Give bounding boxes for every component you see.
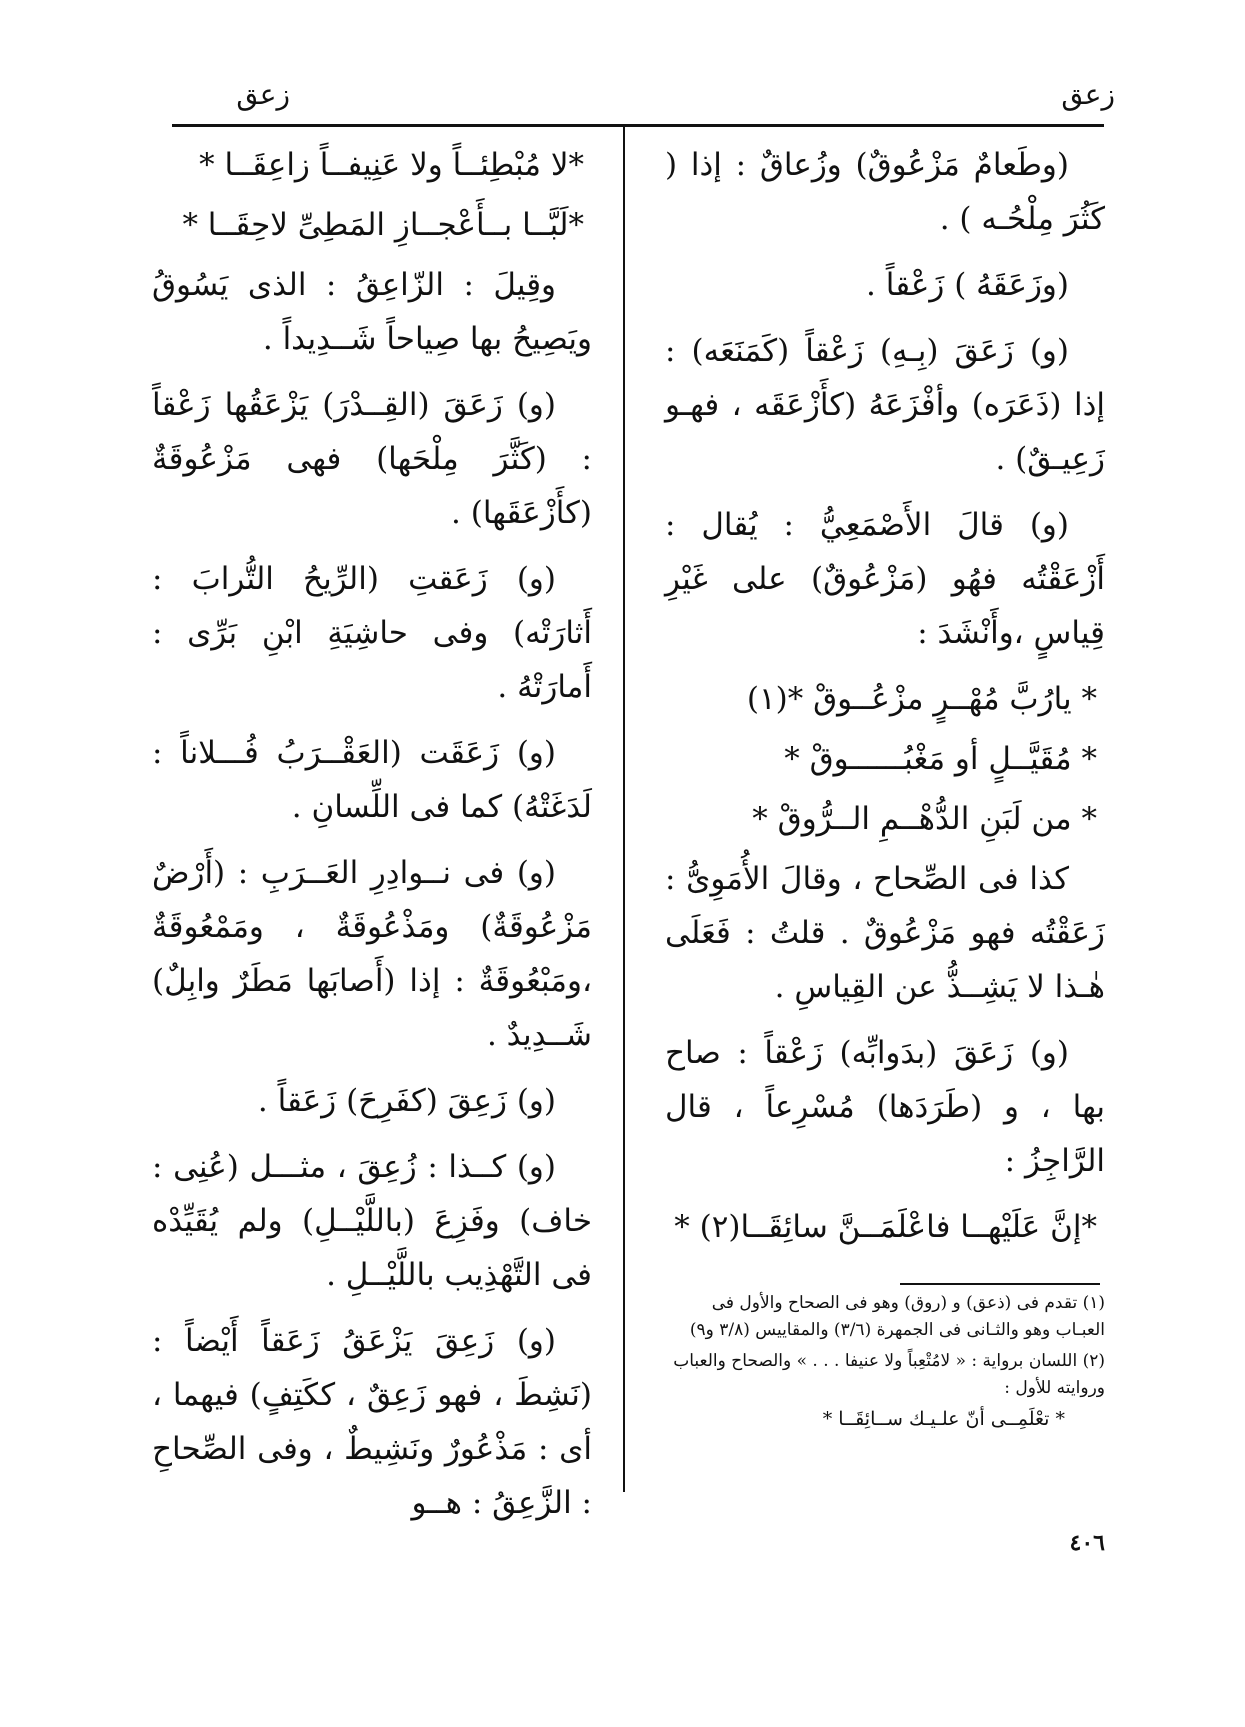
entry-paragraph: (و) كــذا : زُعِقَ ، مثـــل (عُنِى : خاف) وفَزِعَ (باللَّيْــلِ) ولم يُقَيِّدْه فى التَّهْذِيب باللَّيْــلِ . [152,1149,592,1293]
column-divider [623,127,625,1492]
running-head-left: زعق [236,78,290,111]
entry-paragraph: (وطَعامٌ مَزْعُوقٌ) وزُعاقٌ : إذا ( كَثُرَ مِلْحُـه ) . [665,147,1105,237]
header-rule [172,124,1104,127]
verse-line: * من لَبَنِ الدُّهْــمِ الــرُّوقْ * [752,801,1097,837]
entry-paragraph: كذا فى الصِّحاح ، وقالَ الأُمَوِىُّ : زَعَقْتُه فهو مَزْعُوقٌ . قلتُ : فَعَلَى هٰـذا لا يَشِــذُّ عن القِياسِ . [665,861,1105,1005]
entry-paragraph: (وزَعَقَهُ ) زَعْقاً . [866,267,1069,303]
left-column [152,138,592,1542]
entry-paragraph: (و) فى نــوادِرِ العَــرَبِ : (أَرْضٌ مَزْعُوقَةٌ) ومَذْعُوقَةٌ ، ومَمْعُوقَةٌ ،ومَبْعُوقَةٌ : إذا (أَصابَها مَطَرٌ وابِلٌ) شَــدِيدٌ . [152,855,592,1053]
verse-line: * تعْلَمِــى أنّ علـيـك ســائِقَــا * [822,1408,1065,1430]
entry-paragraph: (و) زَعَقَ (بِـهِ) زَعْقاً (كَمَنَعَه) : إذا (ذَعَرَه) وأفْزَعَهُ (كأَزْعَقَه ، فهـو زَعِيـقٌ) . [665,333,1105,477]
verse-line: *إنَّ عَلَيْهــا فاعْلَمَــنَّ سائِقَــا(٢) * [674,1209,1097,1245]
running-head-right: زعق [1061,78,1115,111]
verse-line: * يارُبَّ مُهْــرٍ مزْعُــوقْ *(١) [746,681,1097,717]
footnote: (٢) اللسان برواية : « لامُتْعِباً ولا عنيفا . . . » والصحاح والعباب وروايته للأول : [673,1351,1105,1398]
entry-paragraph: (و) زَعَقتِ (الرِّيحُ التُّرابَ : أَثارَتْه) وفى حاشِيَةِ ابْنِ بَرِّى : أَمارَتْهُ . [152,561,592,705]
verse-line: *لا مُبْطِئــاً ولا عَنِيفــاً زاعِقَــا * [199,147,584,183]
page-number: ٤٠٦ [1069,1530,1105,1556]
footnote-rule [900,1283,1100,1285]
footnote: (١) تقدم فى (ذعق) و (روق) وهو فى الصحاح والأول فى العبـاب وهو والثـانى فى الجمهرة (٣/٦) والمقاييس (٣/٨ و٩) [689,1293,1105,1340]
entry-paragraph: (و) زَعَقَ (القِــدْرَ) يَزْعَقُها زَعْقاً : (كَثَّرَ مِلْحَها) فهى مَزْعُوقَةٌ (كأَزْعَقَها) . [152,387,592,531]
verse-line: *لَبَّــا بــأَعْجــازِ المَطِىِّ لاحِقَــا * [182,207,584,243]
entry-paragraph: (و) زَعَقَ (بدَوابِّه) زَعْقاً : صاح بها ، و (طَرَدَها) مُسْرِعاً ، قال الرَّاجِزُ : [665,1035,1105,1179]
entry-paragraph: وقِيلَ : الزّاعِقُ : الذى يَسُوقُ ويَصِيحُ بها صِياحاً شَــدِيداً . [152,267,592,357]
entry-paragraph: (و) زَعَقَت (العَقْــرَبُ فُـــلاناً : لَدَغَتْهُ) كما فى اللِّسانِ . [152,735,592,825]
entry-paragraph: (و) زَعِقَ (كفَرِحَ) زَعَقاً . [257,1083,556,1119]
entry-paragraph: (و) قالَ الأَصْمَعِيُّ : يُقال : أَزْعَقْتُه فهُو (مَزْعُوقٌ) على غَيْرِ قِياسٍ ،وأَنْشَدَ : [665,507,1105,651]
entry-paragraph: (و) زَعِقَ يَزْعَقُ زَعَقاً أَيْضاً :(نَشِطَ ، فهو زَعِقٌ ، ككَتِفٍ) فيهما ، أى : مَذْعُورٌ ونَشِيطٌ ، وفى الصِّحاحِ : الزَّعِقُ : هــو [152,1323,592,1521]
footnotes [660,1290,1105,1433]
verse-line: * مُقَيَّــلٍ أو مَغْبُــــــوقْ * [784,741,1097,777]
right-column [665,138,1105,1260]
